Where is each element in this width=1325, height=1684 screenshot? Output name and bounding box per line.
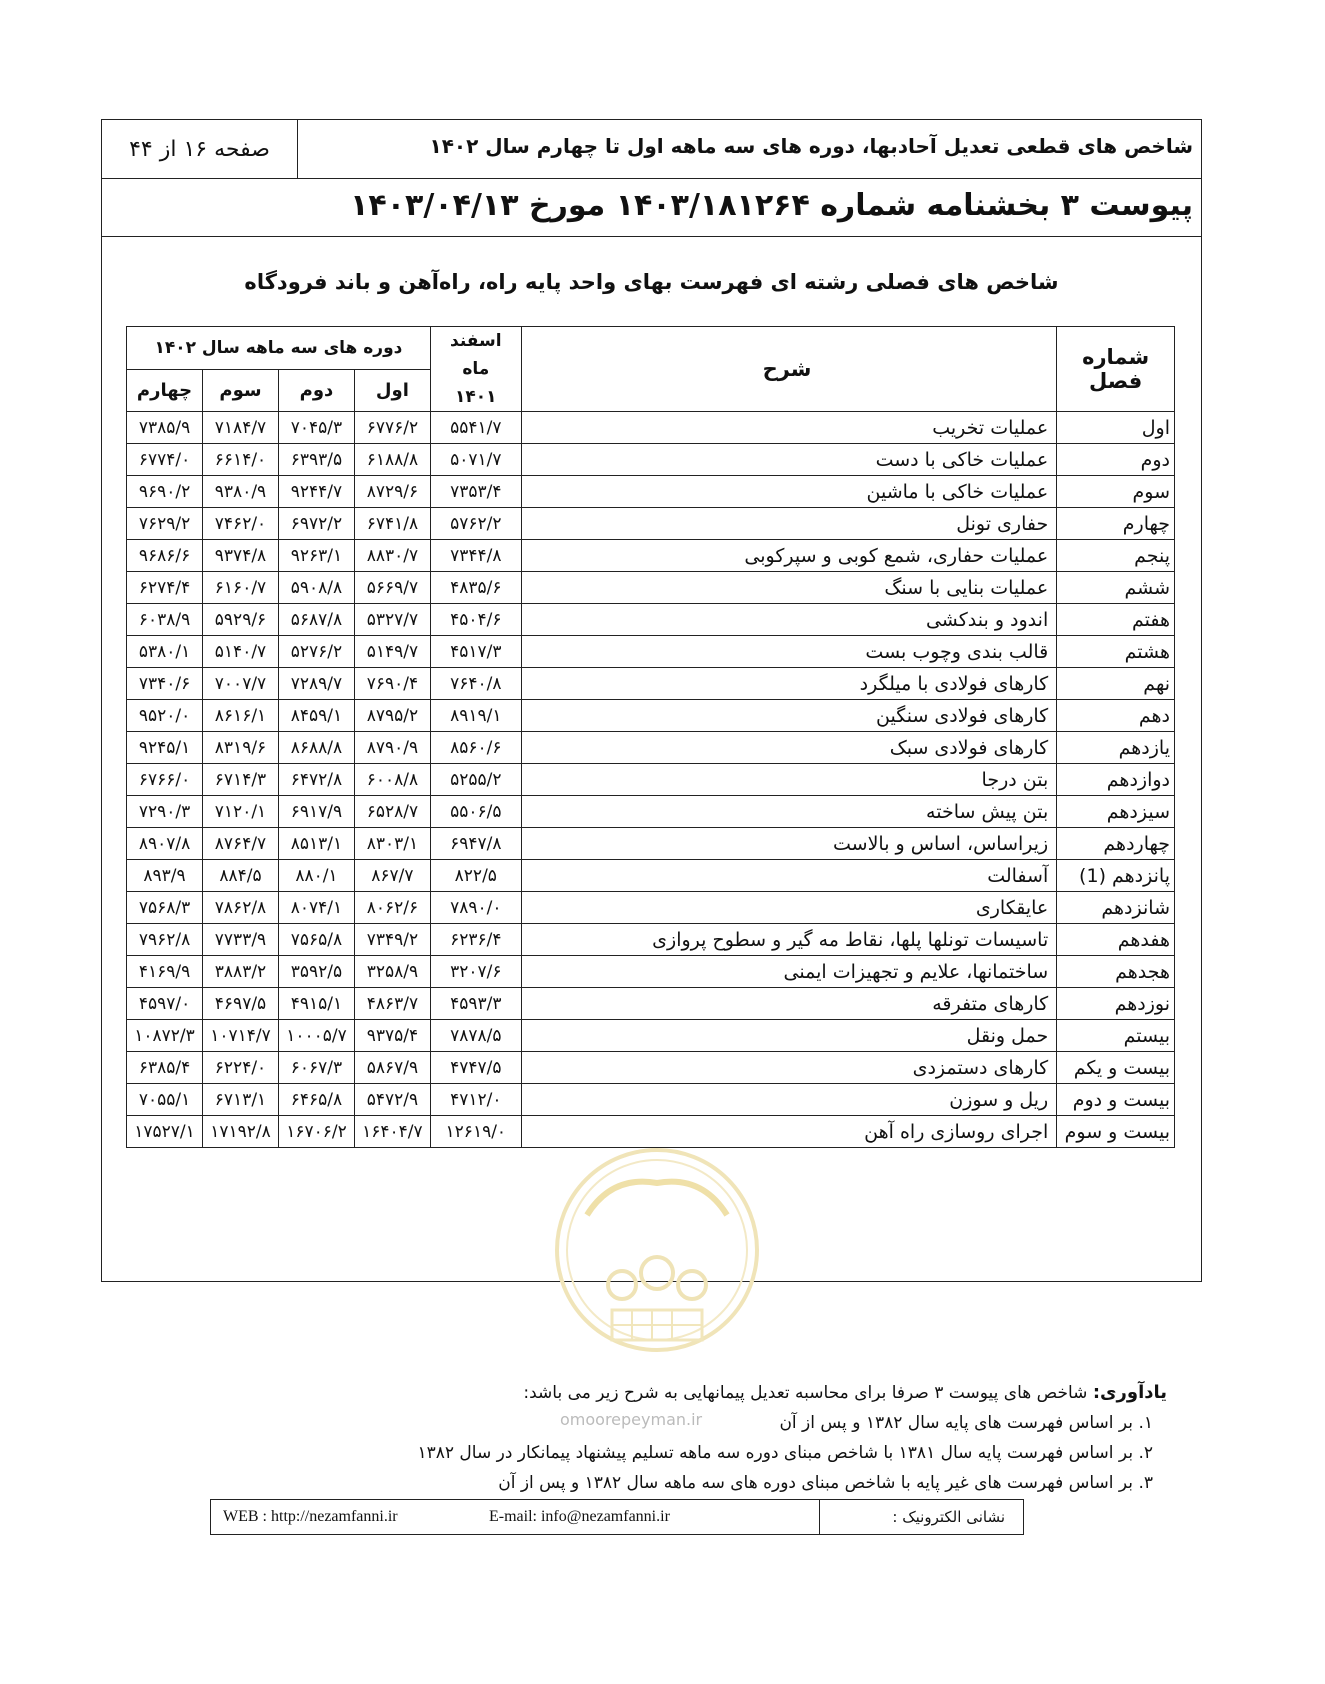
chapter-cell: بیستم (1057, 1020, 1175, 1052)
description-cell: عایقکاری (521, 892, 1056, 924)
table-row (127, 988, 1175, 1020)
notes-intro-line (267, 1378, 1167, 1408)
table-row (127, 860, 1175, 892)
chapter-cell: پنجم (1057, 540, 1175, 572)
page-number: صفحه ۱۶ از ۴۴ (102, 120, 298, 178)
esfand-value-cell: ۱۲۶۱۹/۰ (430, 1116, 521, 1148)
q3-value-cell: ۳۸۸۳/۲ (203, 956, 279, 988)
index-table (126, 326, 1175, 1148)
q4-value-cell: ۶۳۸۵/۴ (127, 1052, 203, 1084)
description-cell: قالب بندی وچوب بست (521, 636, 1056, 668)
circular-subtitle: پیوست ۳ بخشنامه شماره ۱۴۰۳/۱۸۱۲۶۴ مورخ ۱۴۰۳/۰۴/۱۳ (350, 188, 1193, 223)
q4-value-cell: ۵۳۸۰/۱ (127, 636, 203, 668)
footer-email-link[interactable]: E-mail: info@nezamfanni.ir (489, 1508, 670, 1525)
chapter-cell: دهم (1057, 700, 1175, 732)
chapter-cell: چهارم (1057, 508, 1175, 540)
q4-value-cell: ۶۷۷۴/۰ (127, 444, 203, 476)
description-cell: عملیات بنایی با سنگ (521, 572, 1056, 604)
q3-value-cell: ۶۷۱۳/۱ (203, 1084, 279, 1116)
esfand-value-cell: ۷۸۷۸/۵ (430, 1020, 521, 1052)
q3-value-cell: ۷۴۶۲/۰ (203, 508, 279, 540)
chapter-cell: هفدهم (1057, 924, 1175, 956)
logo-watermark (552, 1145, 762, 1360)
description-cell: تاسیسات تونلها پلها، نقاط مه گیر و سطوح پروازی (521, 924, 1056, 956)
table-row (127, 924, 1175, 956)
esfand-value-cell: ۵۰۷۱/۷ (430, 444, 521, 476)
section-title: شاخص های فصلی رشته ای فهرست بهای واحد پایه راه، راه‌آهن و باند فرودگاه (244, 270, 1059, 294)
header-row (102, 120, 1201, 179)
q2-value-cell: ۶۹۷۲/۲ (278, 508, 354, 540)
footer-contact-box (210, 1499, 1024, 1535)
q4-value-cell: ۹۶۸۶/۶ (127, 540, 203, 572)
q1-value-cell: ۶۷۷۶/۲ (354, 412, 430, 444)
q2-value-cell: ۸۴۵۹/۱ (278, 700, 354, 732)
notes-block (267, 1378, 1167, 1498)
q1-value-cell: ۹۳۷۵/۴ (354, 1020, 430, 1052)
description-cell: کارهای فولادی سنگین (521, 700, 1056, 732)
chapter-cell: یازدهم (1057, 732, 1175, 764)
header-period: دوره های سه ماهه سال ۱۴۰۲ (127, 327, 431, 370)
description-cell: کارهای دستمزدی (521, 1052, 1056, 1084)
q1-value-cell: ۶۱۸۸/۸ (354, 444, 430, 476)
q2-value-cell: ۸۶۸۸/۸ (278, 732, 354, 764)
table-row (127, 668, 1175, 700)
q2-value-cell: ۱۰۰۰۵/۷ (278, 1020, 354, 1052)
notes-intro: شاخص های پیوست ۳ صرفا برای محاسبه تعدیل پیمانهایی به شرح زیر می باشد: (523, 1383, 1088, 1403)
q3-value-cell: ۹۳۸۰/۹ (203, 476, 279, 508)
q3-value-cell: ۸۸۴/۵ (203, 860, 279, 892)
q4-value-cell: ۷۶۲۹/۲ (127, 508, 203, 540)
description-cell: بتن درجا (521, 764, 1056, 796)
q3-value-cell: ۴۶۹۷/۵ (203, 988, 279, 1020)
q4-value-cell: ۶۷۶۶/۰ (127, 764, 203, 796)
header-q1: اول (354, 369, 430, 412)
table-row (127, 796, 1175, 828)
q4-value-cell: ۷۳۸۵/۹ (127, 412, 203, 444)
esfand-value-cell: ۶۲۳۶/۴ (430, 924, 521, 956)
esfand-value-cell: ۵۲۵۵/۲ (430, 764, 521, 796)
q4-value-cell: ۷۳۴۰/۶ (127, 668, 203, 700)
description-cell: کارهای فولادی سبک (521, 732, 1056, 764)
q2-value-cell: ۳۵۹۲/۵ (278, 956, 354, 988)
esfand-value-cell: ۸۵۶۰/۶ (430, 732, 521, 764)
q1-value-cell: ۶۰۰۸/۸ (354, 764, 430, 796)
description-cell: اجرای روسازی راه آهن (521, 1116, 1056, 1148)
q2-value-cell: ۸۵۱۳/۱ (278, 828, 354, 860)
description-cell: حمل ونقل (521, 1020, 1056, 1052)
q4-value-cell: ۴۵۹۷/۰ (127, 988, 203, 1020)
q3-value-cell: ۸۳۱۹/۶ (203, 732, 279, 764)
table-row (127, 764, 1175, 796)
header-esfand-line2: ۱۴۰۱ (455, 387, 497, 407)
q2-value-cell: ۶۳۹۳/۵ (278, 444, 354, 476)
table-header-row (127, 327, 1175, 370)
q1-value-cell: ۵۶۶۹/۷ (354, 572, 430, 604)
chapter-cell: نهم (1057, 668, 1175, 700)
q2-value-cell: ۸۸۰/۱ (278, 860, 354, 892)
q3-value-cell: ۷۰۰۷/۷ (203, 668, 279, 700)
header-q3: سوم (203, 369, 279, 412)
table-row (127, 1084, 1175, 1116)
chapter-cell: چهاردهم (1057, 828, 1175, 860)
chapter-cell: نوزدهم (1057, 988, 1175, 1020)
table-row (127, 700, 1175, 732)
note-item-3: ۳. بر اساس فهرست های غیر پایه با شاخص مبنای دوره های سه ماهه سال ۱۳۸۲ و پس از آن (498, 1473, 1153, 1493)
q1-value-cell: ۷۳۴۹/۲ (354, 924, 430, 956)
q1-value-cell: ۱۶۴۰۴/۷ (354, 1116, 430, 1148)
description-cell: عملیات خاکی با دست (521, 444, 1056, 476)
description-cell: ساختمانها، علایم و تجهیزات ایمنی (521, 956, 1056, 988)
q2-value-cell: ۶۴۶۵/۸ (278, 1084, 354, 1116)
q3-value-cell: ۷۸۶۲/۸ (203, 892, 279, 924)
q3-value-cell: ۵۹۲۹/۶ (203, 604, 279, 636)
q4-value-cell: ۸۹۰۷/۸ (127, 828, 203, 860)
q2-value-cell: ۷۵۶۵/۸ (278, 924, 354, 956)
chapter-cell: سوم (1057, 476, 1175, 508)
q1-value-cell: ۸۷۹۰/۹ (354, 732, 430, 764)
esfand-value-cell: ۴۵۹۳/۳ (430, 988, 521, 1020)
esfand-value-cell: ۷۶۴۰/۸ (430, 668, 521, 700)
chapter-cell: هشتم (1057, 636, 1175, 668)
description-cell: زیراساس، اساس و بالاست (521, 828, 1056, 860)
header-esfand-line1: اسفند ماه (450, 331, 502, 379)
q4-value-cell: ۸۹۳/۹ (127, 860, 203, 892)
chapter-cell: بیست و دوم (1057, 1084, 1175, 1116)
q4-value-cell: ۶۰۳۸/۹ (127, 604, 203, 636)
q2-value-cell: ۹۲۶۳/۱ (278, 540, 354, 572)
description-cell: اندود و بندکشی (521, 604, 1056, 636)
subheader-row (102, 178, 1201, 237)
table-row (127, 540, 1175, 572)
q1-value-cell: ۵۱۴۹/۷ (354, 636, 430, 668)
description-cell: عملیات تخریب (521, 412, 1056, 444)
q1-value-cell: ۶۵۲۸/۷ (354, 796, 430, 828)
q1-value-cell: ۵۸۶۷/۹ (354, 1052, 430, 1084)
header-q2: دوم (278, 369, 354, 412)
q2-value-cell: ۴۹۱۵/۱ (278, 988, 354, 1020)
q4-value-cell: ۷۵۶۸/۳ (127, 892, 203, 924)
table-row (127, 508, 1175, 540)
chapter-cell: ششم (1057, 572, 1175, 604)
chapter-cell: هفتم (1057, 604, 1175, 636)
esfand-value-cell: ۴۵۱۷/۳ (430, 636, 521, 668)
esfand-value-cell: ۷۳۴۴/۸ (430, 540, 521, 572)
table-row (127, 572, 1175, 604)
q3-value-cell: ۷۱۲۰/۱ (203, 796, 279, 828)
q4-value-cell: ۹۵۲۰/۰ (127, 700, 203, 732)
chapter-cell: بیست و یکم (1057, 1052, 1175, 1084)
q3-value-cell: ۵۱۴۰/۷ (203, 636, 279, 668)
q2-value-cell: ۶۴۷۲/۸ (278, 764, 354, 796)
q4-value-cell: ۷۲۹۰/۳ (127, 796, 203, 828)
esfand-value-cell: ۴۵۰۴/۶ (430, 604, 521, 636)
q3-value-cell: ۷۱۸۴/۷ (203, 412, 279, 444)
q4-value-cell: ۹۲۴۵/۱ (127, 732, 203, 764)
chapter-cell: سیزدهم (1057, 796, 1175, 828)
esfand-value-cell: ۵۷۶۲/۲ (430, 508, 521, 540)
chapter-cell: دوم (1057, 444, 1175, 476)
table-row (127, 412, 1175, 444)
q2-value-cell: ۷۰۴۵/۳ (278, 412, 354, 444)
q1-value-cell: ۶۷۴۱/۸ (354, 508, 430, 540)
q3-value-cell: ۱۷۱۹۲/۸ (203, 1116, 279, 1148)
q1-value-cell: ۸۶۷/۷ (354, 860, 430, 892)
table-row (127, 1116, 1175, 1148)
chapter-cell: هجدهم (1057, 956, 1175, 988)
q2-value-cell: ۷۲۸۹/۷ (278, 668, 354, 700)
esfand-value-cell: ۴۷۱۲/۰ (430, 1084, 521, 1116)
header-esfand (430, 327, 521, 412)
q4-value-cell: ۴۱۶۹/۹ (127, 956, 203, 988)
q1-value-cell: ۵۴۷۲/۹ (354, 1084, 430, 1116)
table-row (127, 828, 1175, 860)
description-cell: عملیات خاکی با ماشین (521, 476, 1056, 508)
q4-value-cell: ۱۷۵۲۷/۱ (127, 1116, 203, 1148)
description-cell: ریل و سوزن (521, 1084, 1056, 1116)
q2-value-cell: ۵۶۸۷/۸ (278, 604, 354, 636)
q1-value-cell: ۸۳۰۳/۱ (354, 828, 430, 860)
description-cell: کارهای متفرقه (521, 988, 1056, 1020)
esfand-value-cell: ۳۲۰۷/۶ (430, 956, 521, 988)
header-chapter: شماره فصل (1057, 327, 1175, 412)
q3-value-cell: ۶۱۶۰/۷ (203, 572, 279, 604)
q4-value-cell: ۹۶۹۰/۲ (127, 476, 203, 508)
note-item-1: ۱. بر اساس فهرست های پایه سال ۱۳۸۲ و پس از آن (779, 1413, 1153, 1433)
chapter-cell: دوازدهم (1057, 764, 1175, 796)
q2-value-cell: ۱۶۷۰۶/۲ (278, 1116, 354, 1148)
q4-value-cell: ۱۰۸۷۲/۳ (127, 1020, 203, 1052)
q1-value-cell: ۸۰۶۲/۶ (354, 892, 430, 924)
description-cell: عملیات حفاری، شمع کوبی و سپرکوبی (521, 540, 1056, 572)
esfand-value-cell: ۷۳۵۳/۴ (430, 476, 521, 508)
esfand-value-cell: ۷۸۹۰/۰ (430, 892, 521, 924)
note-item-2: ۲. بر اساس فهرست پایه سال ۱۳۸۱ با شاخص مبنای دوره سه ماهه تسلیم پیشنهاد پیمانکار در سال ۱۳۸۲ (417, 1443, 1153, 1463)
q2-value-cell: ۸۰۷۴/۱ (278, 892, 354, 924)
notes-label: یادآوری: (1092, 1382, 1167, 1403)
table-body (127, 412, 1175, 1148)
q1-value-cell: ۷۶۹۰/۴ (354, 668, 430, 700)
table-row (127, 732, 1175, 764)
q1-value-cell: ۸۸۳۰/۷ (354, 540, 430, 572)
esfand-value-cell: ۴۷۴۷/۵ (430, 1052, 521, 1084)
chapter-cell: بیست و سوم (1057, 1116, 1175, 1148)
q3-value-cell: ۶۶۱۴/۰ (203, 444, 279, 476)
esfand-value-cell: ۵۵۴۱/۷ (430, 412, 521, 444)
header-title: شاخص های قطعی تعدیل آحادبها، دوره های سه ماهه اول تا چهارم سال ۱۴۰۲ (429, 134, 1193, 158)
q2-value-cell: ۵۲۷۶/۲ (278, 636, 354, 668)
chapter-cell: پانزدهم (1) (1057, 860, 1175, 892)
table-row (127, 444, 1175, 476)
description-cell: بتن پیش ساخته (521, 796, 1056, 828)
q3-value-cell: ۶۷۱۴/۳ (203, 764, 279, 796)
footer-web-link[interactable]: WEB : http://nezamfanni.ir (223, 1508, 398, 1525)
table-row (127, 476, 1175, 508)
chapter-cell: اول (1057, 412, 1175, 444)
q1-value-cell: ۸۷۲۹/۶ (354, 476, 430, 508)
esfand-value-cell: ۸۹۱۹/۱ (430, 700, 521, 732)
q2-value-cell: ۶۰۶۷/۳ (278, 1052, 354, 1084)
q3-value-cell: ۷۷۳۳/۹ (203, 924, 279, 956)
description-cell: کارهای فولادی با میلگرد (521, 668, 1056, 700)
q2-value-cell: ۹۲۴۴/۷ (278, 476, 354, 508)
q3-value-cell: ۶۲۲۴/۰ (203, 1052, 279, 1084)
table-row (127, 604, 1175, 636)
q4-value-cell: ۷۰۵۵/۱ (127, 1084, 203, 1116)
q3-value-cell: ۸۶۱۶/۱ (203, 700, 279, 732)
description-cell: حفاری تونل (521, 508, 1056, 540)
q3-value-cell: ۱۰۷۱۴/۷ (203, 1020, 279, 1052)
chapter-cell: شانزدهم (1057, 892, 1175, 924)
table-row (127, 1052, 1175, 1084)
q1-value-cell: ۴۸۶۳/۷ (354, 988, 430, 1020)
table-row (127, 1020, 1175, 1052)
esfand-value-cell: ۶۹۴۷/۸ (430, 828, 521, 860)
q1-value-cell: ۸۷۹۵/۲ (354, 700, 430, 732)
table-row (127, 636, 1175, 668)
q1-value-cell: ۵۳۲۷/۷ (354, 604, 430, 636)
q4-value-cell: ۷۹۶۲/۸ (127, 924, 203, 956)
esfand-value-cell: ۴۸۳۵/۶ (430, 572, 521, 604)
q2-value-cell: ۶۹۱۷/۹ (278, 796, 354, 828)
header-q4: چهارم (127, 369, 203, 412)
q2-value-cell: ۵۹۰۸/۸ (278, 572, 354, 604)
esfand-value-cell: ۸۲۲/۵ (430, 860, 521, 892)
q1-value-cell: ۳۲۵۸/۹ (354, 956, 430, 988)
header-description: شرح (521, 327, 1056, 412)
footer-label: نشانی الکترونیک : (819, 1500, 1023, 1534)
table-row (127, 892, 1175, 924)
table-row (127, 956, 1175, 988)
q4-value-cell: ۶۲۷۴/۴ (127, 572, 203, 604)
watermark-site: omoorepeyman.ir (560, 1410, 703, 1429)
esfand-value-cell: ۵۵۰۶/۵ (430, 796, 521, 828)
q3-value-cell: ۸۷۶۴/۷ (203, 828, 279, 860)
description-cell: آسفالت (521, 860, 1056, 892)
q3-value-cell: ۹۳۷۴/۸ (203, 540, 279, 572)
